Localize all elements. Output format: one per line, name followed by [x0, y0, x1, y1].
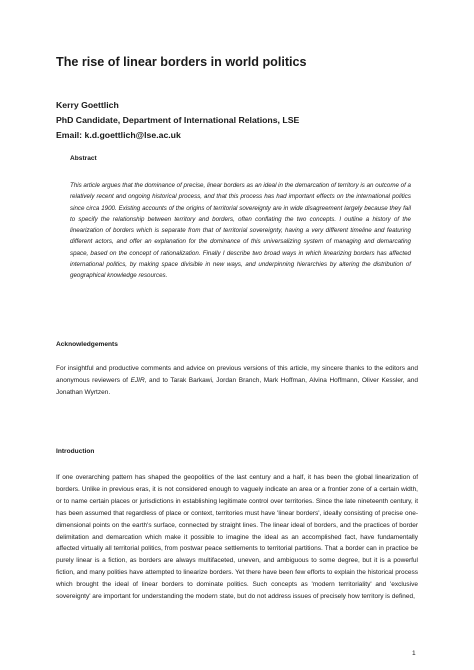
- acknowledgements-text-before: For insightful and productive comments and advice on previous versions of this article, my sincere thanks to the editors and anonymous reviewers of: [56, 365, 418, 384]
- introduction-heading: Introduction: [56, 448, 95, 455]
- introduction-text: If one overarching pattern has shaped the geopolitics of the last century and a half, it has been the global linearization of borders. Unlike in previous eras, it is not considered enough to vaguely indicate an area or a frontier zone of a certain width, or to name certain places or jurisdictions in establishing legitimate control over territories. Since the late nineteenth century, it has been assumed that regardless of place or context, territories must have 'linear borders', ideally consisting of precise one-dimensional points on the earth's surface, connected by straight lines. The linear ideal of borders, and the practices of border delimitation and demarcation which make it possible to imagine the ideal as an accomplished fact, have fundamentally affected virtually all territorial politics, from postwar peace settlements to territorial partitions. That a border can in practice be purely linear is a fiction, as borders are always multifaceted, uneven, and ambiguous to some degree, but it is a powerful fiction, and many polities have attempted to linearize borders. Yet there have been few efforts to explain the historical process which brought the ideal of linear borders to dominate politics. Such concepts as 'modern territoriality' and 'exclusive sovereignty' are important for understanding the modern state, but do not address issues of precisely how territory is defined,: [56, 474, 418, 601]
- acknowledgements-text: [56, 363, 418, 399]
- acknowledgements-heading: Acknowledgements: [56, 341, 118, 348]
- abstract-text: This article argues that the dominance of precise, linear borders as an ideal in the demarcation of territory is an outcome of a relatively recent and ongoing historical process, and that this process has had important effects on the international politics since circa 1900. Existing accounts of the origins of territorial sovereignty are in wide disagreement largely because they fail to specify the relationship between territory and borders, often conflating the two concepts. I outline a history of the linearization of borders which is separate from that of territorial sovereignty, having a very different timeline and featuring different actors, and offer an explanation for the dominance of this universalizing system of managing and demarcating space, based on the concept of rationalization. Finally I describe two broad ways in which linearizing borders has affected international politics, by making space divisible in new ways, and underpinning hierarchies by altering the distribution of geographical knowledge resources.: [70, 182, 411, 280]
- abstract-heading: Abstract: [70, 155, 97, 162]
- paper-title: The rise of linear borders in world politics: [56, 55, 307, 69]
- acknowledgements-journal: EJIR: [130, 376, 145, 384]
- author-affiliation: PhD Candidate, Department of International Relations, LSE: [56, 115, 300, 125]
- author-email: Email: k.d.goettlich@lse.ac.uk: [56, 130, 181, 140]
- page-number: 1: [412, 650, 416, 657]
- author-name: Kerry Goettlich: [56, 100, 119, 110]
- author-block: [56, 98, 299, 143]
- acknowledgements-text-after: , and to Tarak Barkawi, Jordan Branch, Mark Hoffman, Alvina Hoffmann, Oliver Kessler, and Jonathan Wyrtzen.: [56, 376, 418, 396]
